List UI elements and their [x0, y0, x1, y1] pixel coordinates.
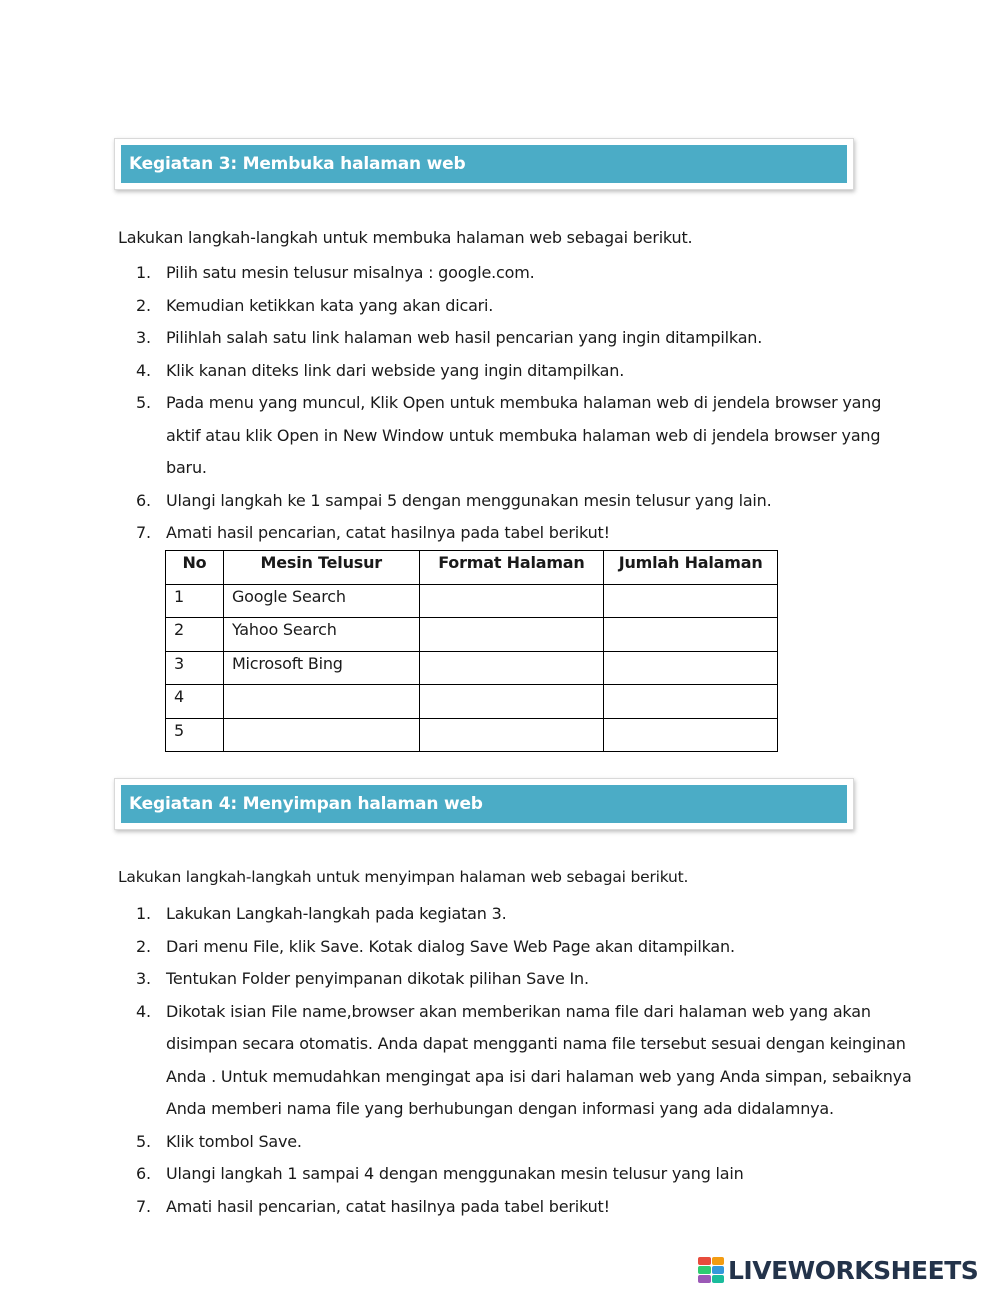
- step-item: [0, 963, 1000, 996]
- header-format-halaman: Format Halaman: [419, 551, 604, 585]
- step-text-line: Klik kanan diteks link dari webside yang ingin ditampilkan.: [166, 360, 625, 380]
- step-number: 2.: [136, 295, 151, 315]
- cell-mesin-telusur: Microsoft Bing: [223, 651, 419, 685]
- step-item: [0, 931, 1000, 964]
- logo-block: [698, 1257, 711, 1265]
- step-item: [0, 485, 1000, 518]
- cell-format-halaman[interactable]: [419, 584, 604, 618]
- header-mesin-telusur: Mesin Telusur: [223, 551, 419, 585]
- kegiatan-3-steps: [0, 257, 1000, 550]
- step-text-line: Anda memberi nama file yang berhubungan dengan informasi yang ada didalamnya.: [166, 1099, 834, 1118]
- table-header-row: [166, 551, 778, 585]
- step-number: 4.: [136, 1001, 151, 1021]
- step-number: 4.: [136, 360, 151, 380]
- step-item: [0, 290, 1000, 323]
- step-text-line: Kemudian ketikkan kata yang akan dicari.: [166, 295, 494, 315]
- table-row: [166, 618, 778, 652]
- step-number: 7.: [136, 1196, 151, 1216]
- cell-jumlah-halaman[interactable]: [604, 584, 778, 618]
- table-row: [166, 718, 778, 752]
- kegiatan-4-intro: Lakukan langkah-langkah untuk menyimpan halaman web sebagai berikut.: [118, 868, 689, 886]
- step-item: [0, 898, 1000, 931]
- table-row: [166, 651, 778, 685]
- cell-jumlah-halaman[interactable]: [604, 618, 778, 652]
- cell-mesin-telusur: [223, 718, 419, 752]
- liveworksheets-brand: [698, 1255, 978, 1285]
- cell-format-halaman[interactable]: [419, 651, 604, 685]
- step-number: 3.: [136, 328, 151, 347]
- step-number: 3.: [136, 969, 151, 988]
- brand-name: LIVEWORKSHEETS: [728, 1255, 979, 1285]
- cell-mesin-telusur: [223, 685, 419, 719]
- cell-format-halaman[interactable]: [419, 718, 604, 752]
- step-item: [0, 1191, 1000, 1224]
- step-item: [0, 387, 1000, 485]
- step-text-line: Pilih satu mesin telusur misalnya : google.com.: [166, 263, 535, 282]
- step-number: 5.: [136, 393, 151, 412]
- step-text-line: baru.: [166, 458, 207, 477]
- kegiatan-4-title: Kegiatan 4: Menyimpan halaman web: [121, 785, 847, 823]
- logo-block: [712, 1257, 725, 1265]
- step-text-line: Lakukan Langkah-langkah pada kegiatan 3.: [166, 904, 507, 923]
- kegiatan-3-intro: Lakukan langkah-langkah untuk membuka halaman web sebagai berikut.: [118, 228, 693, 247]
- step-item: [0, 1126, 1000, 1159]
- liveworksheets-logo-icon: [698, 1257, 724, 1283]
- logo-block: [712, 1266, 725, 1274]
- step-text-line: Dikotak isian File name,browser akan memberikan nama file dari halaman web yang akan: [166, 1001, 871, 1021]
- step-text-line: Ulangi langkah 1 sampai 4 dengan menggunakan mesin telusur yang lain: [166, 1164, 744, 1183]
- table-row: [166, 685, 778, 719]
- cell-no: 3: [166, 651, 224, 685]
- table-row: [166, 584, 778, 618]
- cell-jumlah-halaman[interactable]: [604, 651, 778, 685]
- cell-jumlah-halaman[interactable]: [604, 685, 778, 719]
- step-item: [0, 996, 1000, 1126]
- step-text-line: Anda . Untuk memudahkan mengingat apa isi dari halaman web yang Anda simpan, sebaiknya: [166, 1066, 912, 1086]
- step-text-line: Klik tombol Save.: [166, 1131, 302, 1151]
- step-item: [0, 517, 1000, 550]
- kegiatan-4-steps: [0, 898, 1000, 1223]
- kegiatan-3-header: [114, 138, 854, 190]
- step-text-line: aktif atau klik Open in New Window untuk membuka halaman web di jendela browser yang: [166, 425, 881, 445]
- cell-mesin-telusur: Google Search: [223, 584, 419, 618]
- step-number: 1.: [136, 263, 151, 282]
- step-number: 6.: [136, 490, 151, 510]
- step-item: [0, 322, 1000, 355]
- step-item: [0, 1158, 1000, 1191]
- search-results-table: [165, 550, 778, 752]
- step-number: 1.: [136, 904, 151, 923]
- step-number: 7.: [136, 523, 151, 542]
- cell-no: 4: [166, 685, 224, 719]
- cell-no: 5: [166, 718, 224, 752]
- cell-format-halaman[interactable]: [419, 685, 604, 719]
- step-number: 6.: [136, 1164, 151, 1183]
- logo-block: [698, 1266, 711, 1274]
- step-text-line: Ulangi langkah ke 1 sampai 5 dengan menggunakan mesin telusur yang lain.: [166, 490, 772, 510]
- step-text-line: Dari menu File, klik Save. Kotak dialog Save Web Page akan ditampilkan.: [166, 936, 735, 956]
- kegiatan-3-title: Kegiatan 3: Membuka halaman web: [121, 145, 847, 183]
- cell-mesin-telusur: Yahoo Search: [223, 618, 419, 652]
- header-no: No: [166, 551, 224, 585]
- step-item: [0, 257, 1000, 290]
- header-jumlah-halaman: Jumlah Halaman: [604, 551, 778, 585]
- step-text-line: disimpan secara otomatis. Anda dapat mengganti nama file tersebut sesuai dengan keinginan: [166, 1034, 906, 1053]
- step-text-line: Pada menu yang muncul, Klik Open untuk membuka halaman web di jendela browser yang: [166, 393, 882, 412]
- cell-no: 1: [166, 584, 224, 618]
- step-number: 2.: [136, 936, 151, 956]
- cell-jumlah-halaman[interactable]: [604, 718, 778, 752]
- step-text-line: Amati hasil pencarian, catat hasilnya pada tabel berikut!: [166, 1196, 610, 1216]
- step-item: [0, 355, 1000, 388]
- step-text-line: Tentukan Folder penyimpanan dikotak pilihan Save In.: [166, 969, 589, 988]
- cell-no: 2: [166, 618, 224, 652]
- step-text-line: Pilihlah salah satu link halaman web hasil pencarian yang ingin ditampilkan.: [166, 328, 763, 347]
- kegiatan-4-header: [114, 778, 854, 830]
- logo-block: [698, 1275, 711, 1283]
- step-text-line: Amati hasil pencarian, catat hasilnya pada tabel berikut!: [166, 523, 610, 542]
- logo-block: [712, 1275, 725, 1283]
- step-number: 5.: [136, 1131, 151, 1151]
- cell-format-halaman[interactable]: [419, 618, 604, 652]
